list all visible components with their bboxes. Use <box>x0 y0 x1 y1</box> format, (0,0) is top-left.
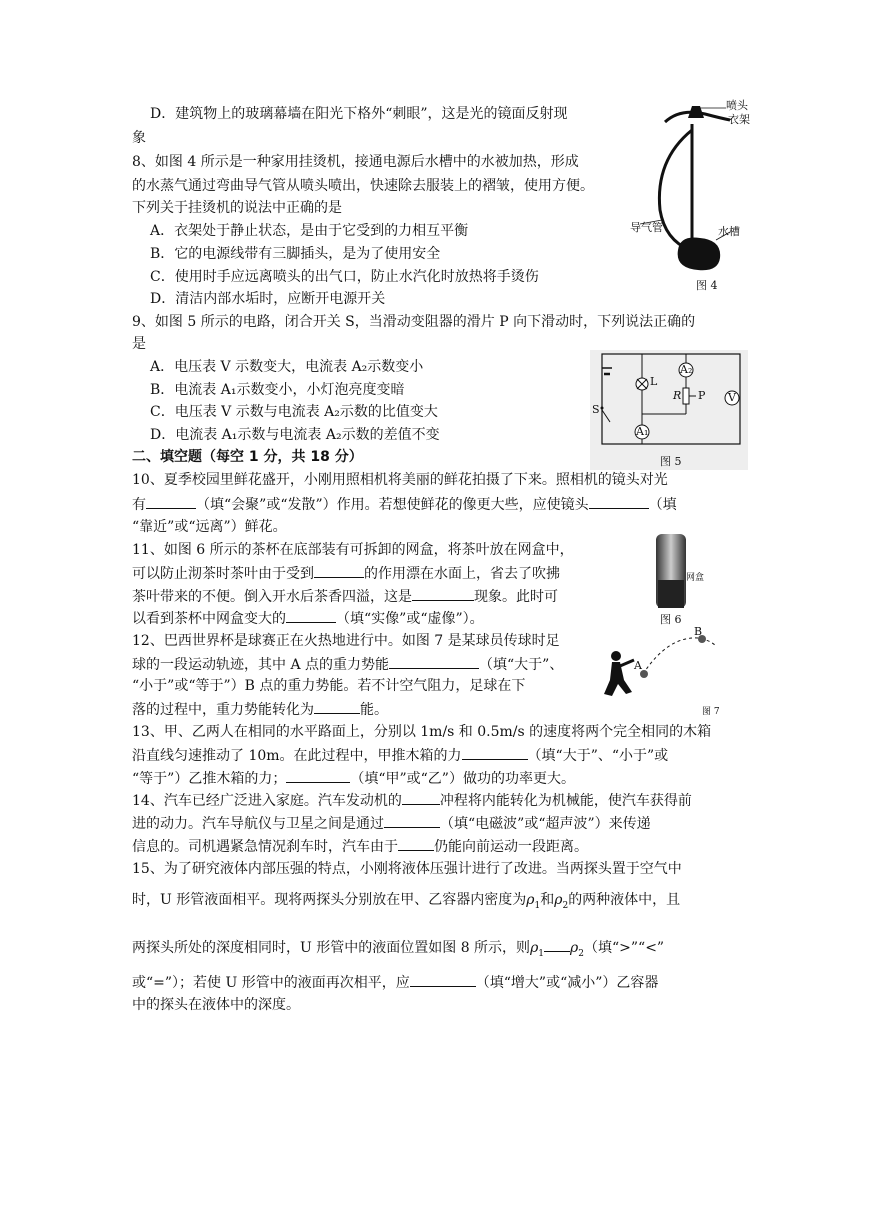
q13-blank-2[interactable] <box>286 768 350 783</box>
q11-text: 现象。此时可 <box>474 589 558 605</box>
q11-blank-3[interactable] <box>286 608 336 623</box>
fig5-label-A2: A₂ <box>680 363 693 376</box>
q11-blank-2[interactable] <box>412 586 474 601</box>
q11-line1: 11、如图 6 所示的茶杯在底部装有可拆卸的网盒，将茶叶放在网盒中， <box>132 542 574 558</box>
q15-text: 时，U 形管液面相平。现将两探头分别放在甲、乙容器内密度为 <box>132 892 527 908</box>
q14-text: 仍能向前运动一段距离。 <box>434 839 588 855</box>
q10-blank-2[interactable] <box>589 494 649 509</box>
q11-text: （填“实像”或“虚像”）。 <box>336 611 484 627</box>
q10-line3: “靠近”或“远离”）鲜花。 <box>132 519 287 535</box>
fig6-caption: 图 6 <box>660 613 682 626</box>
q10-line1: 10、夏季校园里鲜花盛开，小刚用照相机将美丽的鲜花拍摄了下来。照相机的镜头对光 <box>132 472 668 488</box>
q11-text: 以看到茶杯中网盒变大的 <box>132 611 286 627</box>
q8-option-d: D．清洁内部水垢时，应断开电源开关 <box>150 291 386 307</box>
q12-blank-1[interactable] <box>389 654 479 669</box>
figure-4-steamer <box>630 100 755 295</box>
q14-text: （填“电磁波”或“超声波”）来传递 <box>440 816 651 832</box>
fig5-label-L: L <box>650 375 658 388</box>
q12-text: 能。 <box>360 702 388 718</box>
q15-text: （填“增大”或“减小”）乙容器 <box>475 975 659 991</box>
q13-text: （填“甲”或“乙”）做功的功率更大。 <box>350 771 575 787</box>
fig5-label-V: V <box>728 391 736 404</box>
fig4-label-tank: 水槽 <box>718 225 740 238</box>
q14-text: 进的动力。汽车导航仪与卫星之间是通过 <box>132 816 384 832</box>
q11-line2 <box>132 563 560 584</box>
fig7-label-B: B <box>694 625 703 638</box>
fig4-label-tube: 导气管 <box>630 221 663 234</box>
q14-text: 信息的。司机遇紧急情况刹车时，汽车由于 <box>132 839 398 855</box>
figure-6-tea-cup <box>646 530 708 630</box>
q12-blank-2[interactable] <box>314 699 360 714</box>
fig5-label-P: P <box>698 389 706 402</box>
q11-blank-1[interactable] <box>314 563 364 578</box>
fig4-caption: 图 4 <box>696 279 718 292</box>
q13-blank-1[interactable] <box>462 745 528 760</box>
q15-text: 或“=”）；若使 U 形管中的液面再次相平，应 <box>132 975 410 991</box>
fig4-label-nozzle: 喷头 <box>726 99 748 112</box>
q14-text: 14、汽车已经广泛进入家庭。汽车发动机的 <box>132 793 402 809</box>
q10-line2 <box>132 494 677 515</box>
fig4-label-hanger: 衣架 <box>728 113 750 126</box>
q9-option-b: B．电流表 A₁示数变小，小灯泡亮度变暗 <box>150 382 405 398</box>
q13-text: 沿直线匀速推动了 10m。在此过程中，甲推木箱的力 <box>132 748 462 764</box>
q14-text: 冲程将内能转化为机械能，使汽车获得前 <box>439 793 692 809</box>
q9-option-c: C．电压表 V 示数与电流表 A₂示数的比值变大 <box>150 404 438 420</box>
figure-5-circuit <box>590 350 748 470</box>
q15-line2 <box>132 890 680 916</box>
q12-text: （填“大于”、 <box>479 657 564 673</box>
q13-text: （填“大于”、“小于”或 <box>527 748 669 764</box>
q15-line3 <box>132 937 664 964</box>
q15-text: 两探头所处的深度相同时，U 形管中的液面位置如图 8 所示，则 <box>132 940 531 956</box>
figure-7-soccer <box>598 626 748 718</box>
q15-line1: 15、为了研究液体内部压强的特点，小刚将液体压强计进行了改进。当两探头置于空气中 <box>132 861 682 877</box>
q8-line1: 8、如图 4 所示是一种家用挂烫机，接通电源后水槽中的水被加热，形成 <box>132 154 579 170</box>
fig5-label-R: R <box>673 389 682 402</box>
q12-line2 <box>132 654 563 675</box>
q10-text: 有 <box>132 497 146 513</box>
q15-line5: 中的探头在液体中的深度。 <box>132 997 300 1013</box>
rho-symbol: ρ <box>554 892 563 908</box>
q8-line3: 下列关于挂烫机的说法中正确的是 <box>132 200 342 216</box>
q10-blank-1[interactable] <box>146 494 196 509</box>
q14-line3 <box>132 836 588 857</box>
q14-line1 <box>132 790 692 811</box>
q9-option-a: A．电压表 V 示数变大，电流表 A₂示数变小 <box>150 359 424 375</box>
q11-text: 可以防止沏茶时茶叶由于受到 <box>132 566 314 582</box>
rho-symbol: ρ <box>526 892 535 908</box>
q11-text: 茶叶带来的不便。倒入开水后茶香四溢，这是 <box>132 589 412 605</box>
fig7-caption: 图 7 <box>702 707 720 717</box>
q9-option-d: D．电流表 A₁示数与电流表 A₂示数的差值不变 <box>150 427 440 443</box>
q13-line3 <box>132 768 575 789</box>
fig5-label-S: S <box>592 403 600 416</box>
q11-text: 的作用漂在水面上，省去了吹拂 <box>364 566 560 582</box>
q8-option-b: B．它的电源线带有三脚插头，是为了使用安全 <box>150 246 441 262</box>
q15-blank-2[interactable] <box>410 972 476 987</box>
q12-text: 落的过程中，重力势能转化为 <box>132 702 314 718</box>
fig5-label-A1: A₁ <box>636 425 649 438</box>
q10-text: （填“会聚”或“发散”）作用。若想使鲜花的像更大些，应使镜头 <box>196 497 589 513</box>
q7-option-d-cont: 象 <box>132 130 146 146</box>
fig7-label-A: A <box>634 659 642 672</box>
subscript: 2 <box>578 948 584 959</box>
q12-text: 球的一段运动轨迹，其中 A 点的重力势能 <box>132 657 390 673</box>
q7-option-d: D．建筑物上的玻璃幕墙在阳光下格外“刺眼”，这是光的镜面反射现 <box>150 106 568 122</box>
q8-line2: 的水蒸气通过弯曲导气管从喷头喷出，快速除去服装上的褶皱，使用方便。 <box>132 178 594 194</box>
subscript: 2 <box>562 900 569 911</box>
q12-line4 <box>132 699 388 720</box>
q13-text: “等于”）乙推木箱的力； <box>132 771 287 787</box>
q13-line2 <box>132 745 668 766</box>
subscript: 1 <box>538 948 545 959</box>
q10-text: （填 <box>648 497 677 513</box>
q15-text: 和 <box>540 892 555 908</box>
section-2-heading: 二、填空题（每空 1 分，共 18 分） <box>132 449 363 465</box>
q9-line2: 是 <box>132 336 146 352</box>
q14-blank-3[interactable] <box>398 836 434 851</box>
q12-line3: “小于”或“等于”）B 点的重力势能。若不计空气阻力，足球在下 <box>132 678 526 694</box>
q15-line4 <box>132 972 658 993</box>
q14-line2 <box>132 813 651 834</box>
q15-text: 的两种液体中，且 <box>568 892 681 908</box>
rho-symbol: ρ <box>570 940 579 956</box>
q9-line1: 9、如图 5 所示的电路，闭合开关 S，当滑动变阻器的滑片 P 向下滑动时，下列说法正确的 <box>132 314 696 330</box>
rho-symbol: ρ <box>530 940 539 956</box>
q15-text: （填“>”“<” <box>584 940 665 956</box>
subscript: 1 <box>534 900 541 911</box>
q14-blank-1[interactable] <box>402 790 440 805</box>
q12-line1: 12、巴西世界杯是球赛正在火热地进行中。如图 7 是某球员传球时足 <box>132 633 560 649</box>
q11-line4 <box>132 608 484 629</box>
q8-option-c: C．使用时手应远离喷头的出气口，防止水汽化时放热将手烫伤 <box>150 269 539 285</box>
q13-line1: 13、甲、乙两人在相同的水平路面上，分别以 1m/s 和 0.5m/s 的速度将两个完全相同的木箱 <box>132 724 712 740</box>
q14-blank-2[interactable] <box>384 813 440 828</box>
q15-blank-1[interactable] <box>544 937 570 952</box>
fig6-label-net-box: 网盒 <box>686 573 705 583</box>
fig5-caption: 图 5 <box>660 455 682 468</box>
q8-option-a: A．衣架处于静止状态，是由于它受到的力相互平衡 <box>150 223 469 239</box>
q11-line3 <box>132 586 558 607</box>
